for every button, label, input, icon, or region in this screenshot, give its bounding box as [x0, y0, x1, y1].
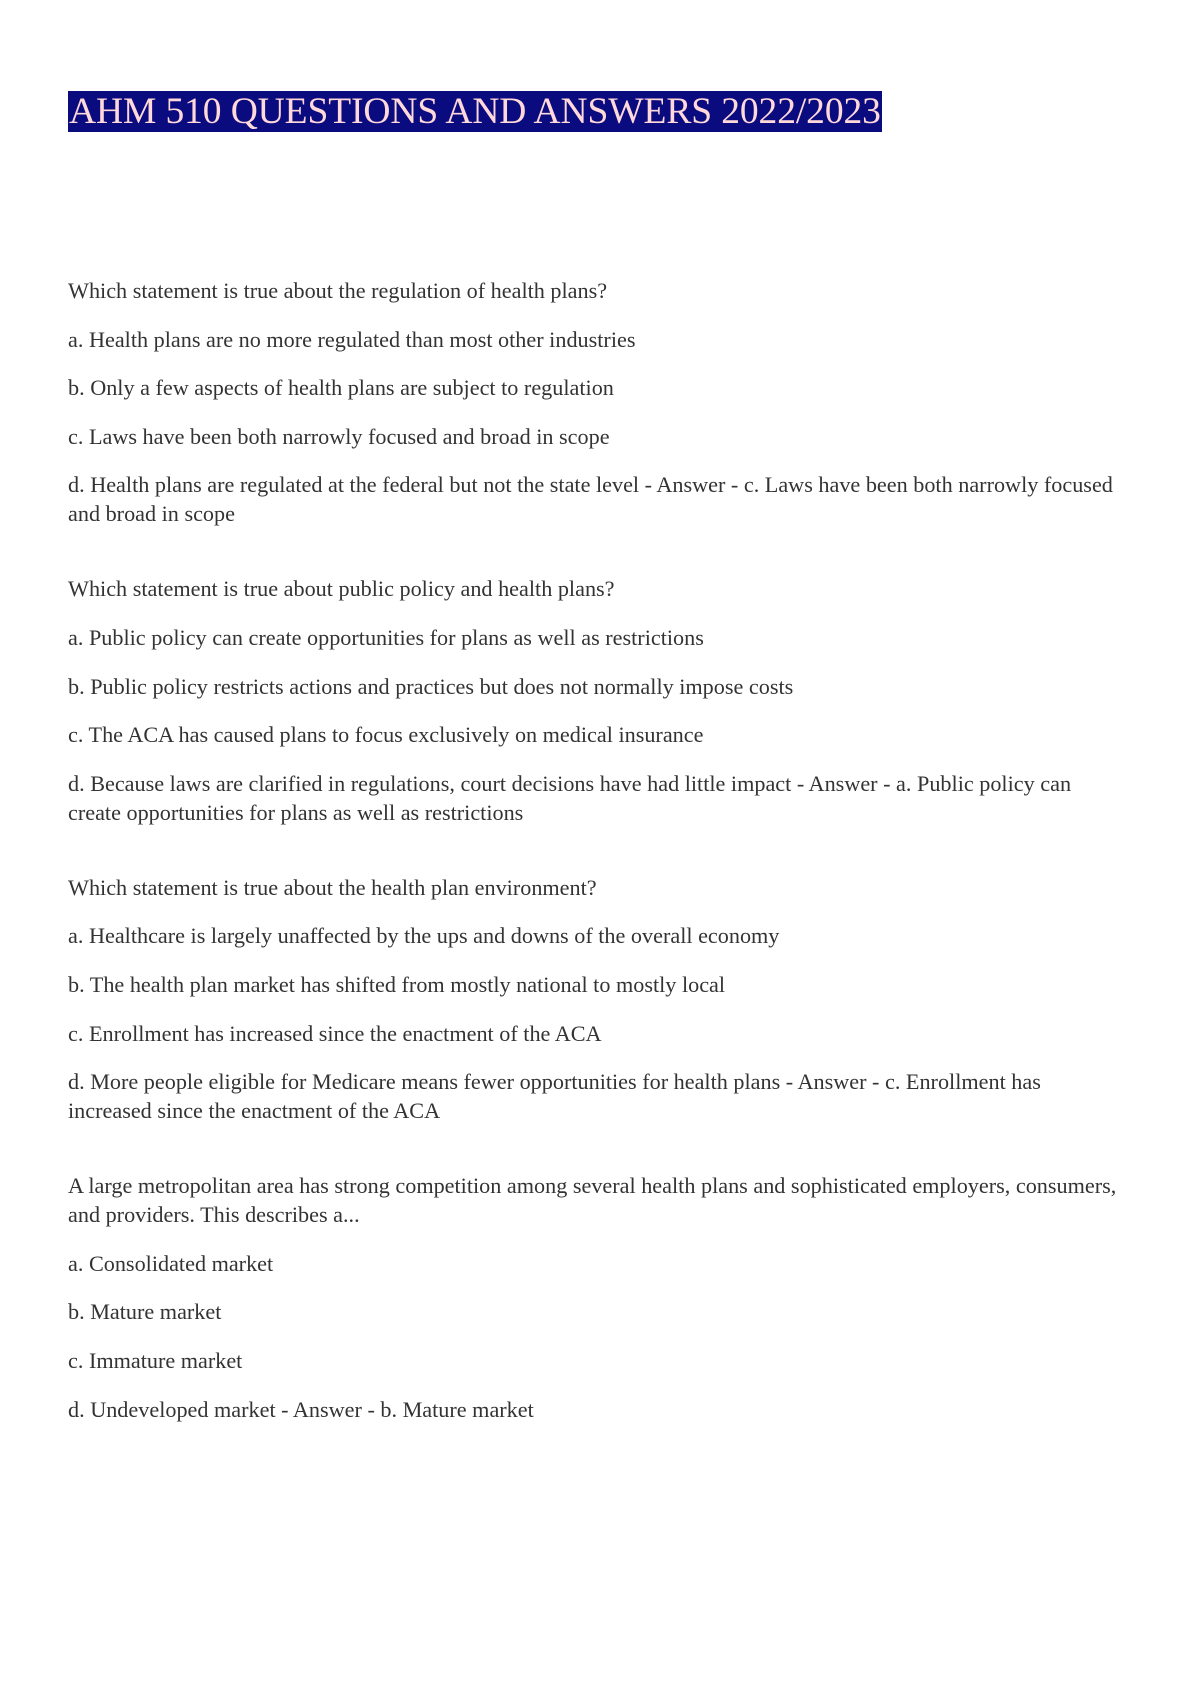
option-b: b. Mature market [68, 1299, 222, 1325]
option-c: c. Laws have been both narrowly focused and broad in scope [68, 423, 610, 449]
option-a: a. Public policy can create opportunities for plans as well as restrictions [68, 624, 704, 650]
question-3 [68, 873, 1128, 1125]
question-1 [68, 276, 1128, 528]
option-d-with-answer: d. Undeveloped market - Answer - b. Mature market [68, 1396, 534, 1422]
document-title: AHM 510 QUESTIONS AND ANSWERS 2022/2023 [69, 91, 881, 132]
question-list [68, 276, 1128, 1470]
option-c: c. The ACA has caused plans to focus exclusively on medical insurance [68, 722, 704, 748]
option-b: b. The health plan market has shifted from mostly national to mostly local [68, 971, 726, 997]
option-d-with-answer: d. More people eligible for Medicare means fewer opportunities for health plans - Answer - c. Enrollment has increased since the enactment of the ACA [68, 1069, 1041, 1124]
option-a: a. Healthcare is largely unaffected by the ups and downs of the overall economy [68, 923, 780, 949]
question-stem: Which statement is true about public policy and health plans? [68, 576, 615, 602]
option-d-with-answer: d. Health plans are regulated at the federal but not the state level - Answer - c. Laws have been both narrowly focused and broad in scope [68, 472, 1113, 527]
question-stem: Which statement is true about the health plan environment? [68, 874, 597, 900]
option-c: c. Immature market [68, 1347, 243, 1373]
question-stem: Which statement is true about the regulation of health plans? [68, 278, 608, 303]
option-a: a. Consolidated market [68, 1250, 274, 1276]
question-2 [68, 574, 1128, 826]
option-b: b. Only a few aspects of health plans are subject to regulation [68, 375, 614, 401]
option-d-with-answer: d. Because laws are clarified in regulations, court decisions have had little impact - Answer - a. Public policy can create opportunities for plans as well as restrictions [68, 770, 1072, 825]
question-stem: A large metropolitan area has strong competition among several health plans and sophisticated employers, consumers, and providers. This describes a... [68, 1173, 1117, 1228]
option-a: a. Health plans are no more regulated than most other industries [68, 326, 636, 352]
option-c: c. Enrollment has increased since the enactment of the ACA [68, 1020, 602, 1046]
option-b: b. Public policy restricts actions and practices but does not normally impose costs [68, 673, 794, 699]
question-4 [68, 1171, 1128, 1423]
